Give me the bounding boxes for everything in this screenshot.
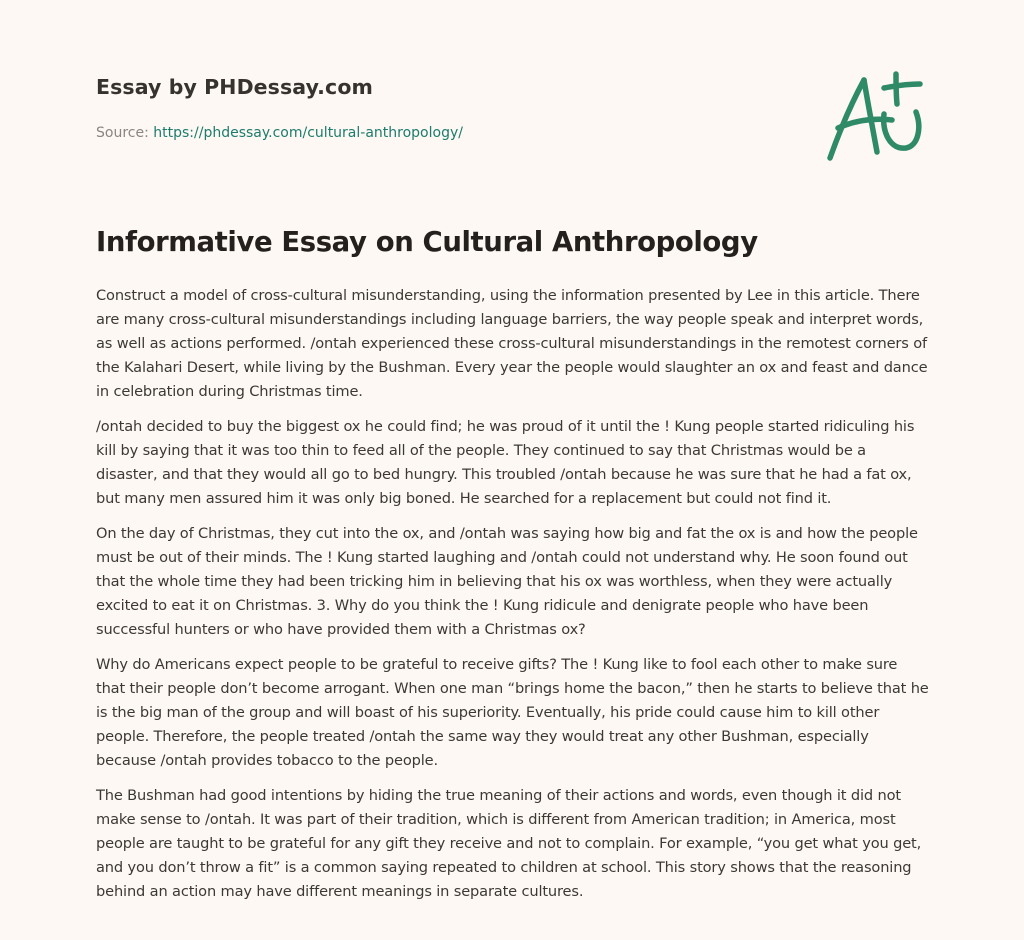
site-brand: Essay by PHDessay.com: [96, 75, 373, 99]
paragraph: Why do Americans expect people to be grateful to receive gifts? The ! Kung like to fool each other to make sure that their people don’t become arrogant. When one man “brings home the bacon,” then he starts to believe that he is the big man of the group and will boast of his superiority. Eventually, his pride could cause him to kill other people. Therefore, the people treated /ontah the same way they would treat any other Bushman, especially because /ontah provides tobacco to the people.: [96, 656, 929, 769]
page-header: [96, 75, 736, 141]
paragraph: The Bushman had good intentions by hiding the true meaning of their actions and words, even though it did not make sense to /ontah. It was part of their tradition, which is different from American tradition; in America, most people are taught to be grateful for any gift they receive and not to complain. For example, “you get what you get, and you don’t throw a fit” is a common saying repeated to children at school. This story shows that the reasoning behind an action may have different meanings in separate cultures.: [96, 787, 922, 900]
paragraph: /ontah decided to buy the biggest ox he could find; he was proud of it until the ! Kung people started ridiculing his kill by saying that it was too thin to feed all of the people. They continued to say that Christmas would be a disaster, and that they would all go to bed hungry. This troubled /ontah because he was sure that he had a fat ox, but many men assured him it was only big boned. He searched for a replacement but could not find it.: [96, 418, 915, 507]
source-link[interactable]: https://phdessay.com/cultural-anthropology/: [153, 125, 463, 141]
essay-title: Informative Essay on Cultural Anthropology: [96, 226, 758, 258]
source-line: [96, 125, 463, 141]
paragraph: On the day of Christmas, they cut into the ox, and /ontah was saying how big and fat the ox is and how the people must be out of their minds. The ! Kung started laughing and /ontah could not understand why. He soon found out that the whole time they had been tricking him in believing that his ox was worthless, when they were actually excited to eat it on Christmas. 3. Why do you think the ! Kung ridicule and denigrate people who have been successful hunters or who have provided them with a Christmas ox?: [96, 525, 918, 638]
a-plus-logo-icon: [822, 68, 926, 164]
essay-body: [96, 284, 930, 915]
paragraph: Construct a model of cross-cultural misunderstanding, using the information presented by Lee in this article. There are many cross-cultural misunderstandings including language barriers, the way people speak and interpret words, as well as actions performed. /ontah experienced these cross-cultural misunderstandings in the remotest corners of the Kalahari Desert, while living by the Bushman. Every year the people would slaughter an ox and feast and dance in celebration during Christmas time.: [96, 287, 928, 400]
source-label: Source:: [96, 125, 154, 141]
